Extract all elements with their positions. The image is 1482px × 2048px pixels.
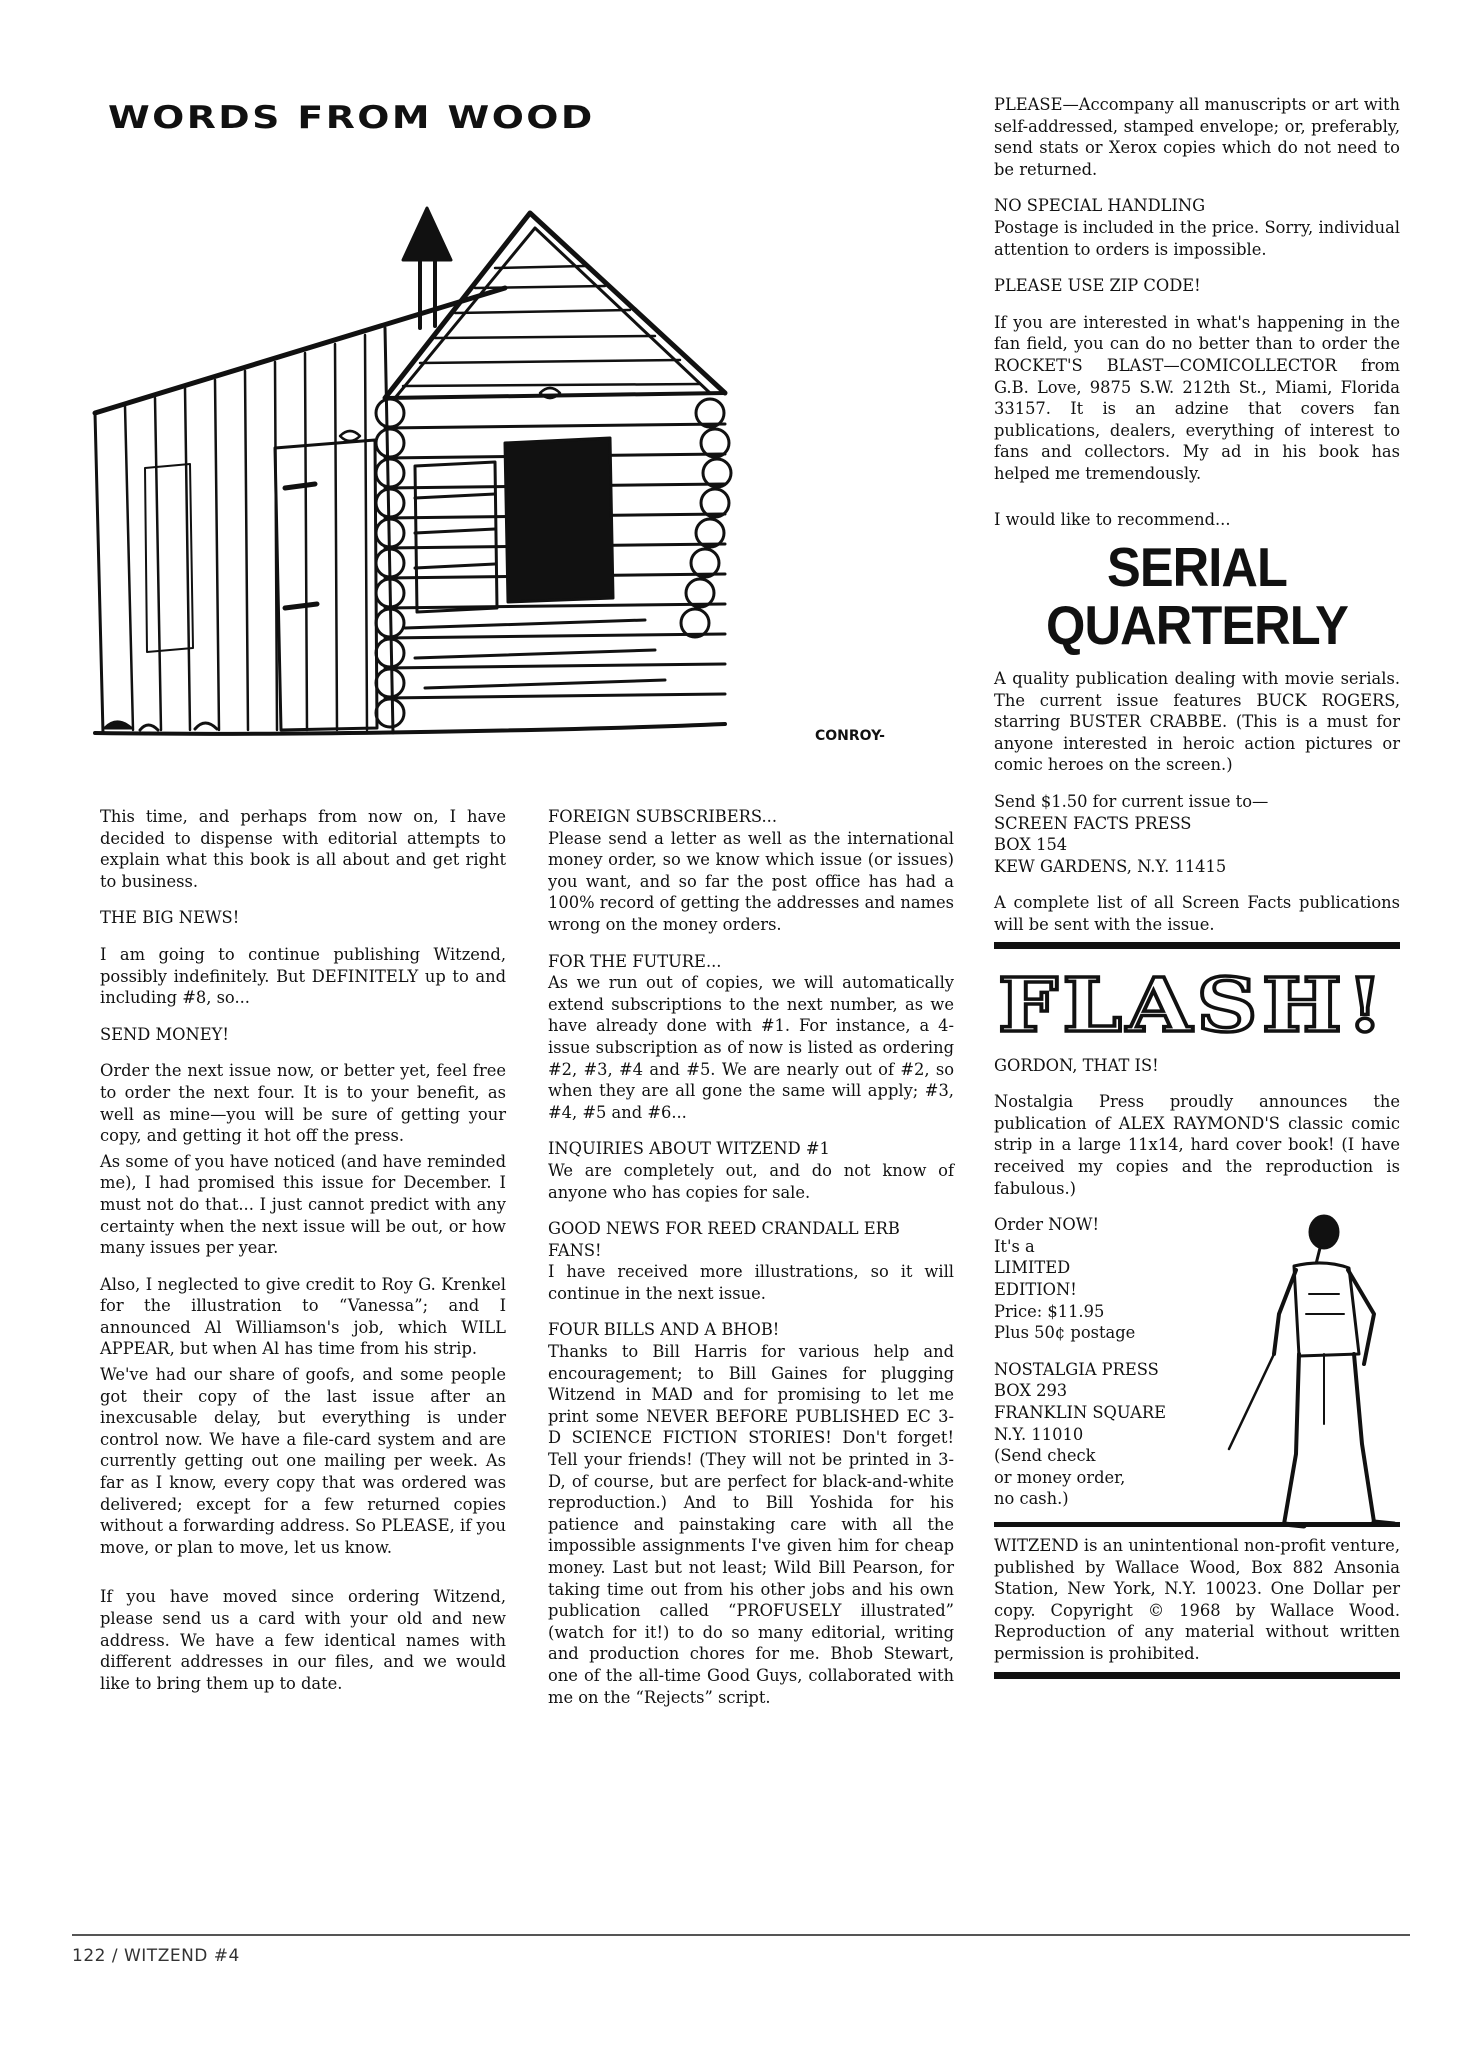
handling-heading: NO SPECIAL HANDLING: [994, 196, 1206, 216]
future-paragraph: As we run out of copies, we will automatically extend subscriptions to the next number, as we have already done with #1. For instance, a 4-issue subscription as of now is listed as ordering #2, #3, #4 and #5. We are nearly out of #2, so when they are all gone the same will apply; #3, #4, #5 and #6...: [548, 973, 954, 1122]
inquiries-heading: INQUIRIES ABOUT WITZEND #1: [548, 1139, 830, 1159]
order-line-2: It's a: [994, 1236, 1035, 1256]
future-heading: FOR THE FUTURE...: [548, 951, 722, 971]
credit-paragraph: Also, I neglected to give credit to Roy G. Krenkel for the illustration to “Vanessa”; and I announced Al Williamson's job, which WILL APPEAR, but when Al has time from his strip.: [100, 1274, 506, 1359]
footer-rule: [72, 1934, 1410, 1936]
bills-heading: FOUR BILLS AND A BHOB!: [548, 1320, 780, 1340]
foreign-heading: FOREIGN SUBSCRIBERS...: [548, 807, 777, 826]
order-line-4: EDITION!: [994, 1279, 1077, 1299]
order-line-1: Order NOW!: [994, 1215, 1100, 1235]
illustration-signature: CONROY-: [815, 728, 885, 744]
recommend-line: I would like to recommend...: [994, 509, 1231, 529]
colophon-text: WITZEND is an unintentional non-profit venture, published by Wallace Wood, Box 882 Ansonia Station, New York, N.Y. 10023. One Dollar per copy. Copyright © 1968 by Wallace Wood. Reproduction of any material without written permission is prohibited.: [994, 1535, 1400, 1663]
please-paragraph: PLEASE—Accompany all manuscripts or art with self-addressed, stamped envelope; or, preferably, send stats or Xerox copies which do not need to be returned.: [994, 95, 1400, 179]
send-line: Send $1.50 for current issue to—: [994, 792, 1269, 812]
send-money-heading: SEND MONEY!: [100, 1024, 229, 1044]
np-line-1: NOSTALGIA PRESS: [994, 1359, 1159, 1379]
handling-paragraph: Postage is included in the price. Sorry, individual attention to orders is impossible.: [994, 217, 1400, 259]
bills-paragraph: Thanks to Bill Harris for various help and encouragement; to Bill Gaines for plugging Witzend in MAD and for promising to let me print some NEVER BEFORE PUBLISHED EC 3-D SCIENCE FICTION STORIES! Don't forget! Tell your friends! (They will not be printed in 3-D, of course, but are perfect for black-and-white reproduction.) And to Bill Yoshida for his patience and painstaking care with all the impossible assignments I've given him for cheap money. Last but not least; Wild Bill Pearson, for taking time out from his other jobs and his own publication called “PROFUSELY illustrated” (watch for it!) to do so many editorial, writing and production chores for me. Bhob Stewart, one of the all-time Good Guys, collaborated with me on the “Rejects” script.: [548, 1342, 954, 1707]
december-paragraph: As some of you have noticed (and have reminded me), I had promised this issue for December. I must not do that... I just cannot predict with any certainty when the next issue will be out, or how many issues per year.: [100, 1151, 506, 1258]
np-line-7: no cash.): [994, 1489, 1069, 1509]
intro-paragraph: This time, and perhaps from now on, I have decided to dispense with editorial attempts to explain what this book is all about and get right to business.: [100, 807, 506, 891]
serial-paragraph: A quality publication dealing with movie serials. The current issue features BUCK ROGERS, starring BUSTER CRABBE. (This is a must for anyone interested in heroic action pictures or comic heroes on the screen.): [994, 669, 1400, 775]
colophon: [994, 1535, 1400, 1665]
column-right: [994, 94, 1400, 1695]
address-line-1: SCREEN FACTS PRESS: [994, 813, 1192, 833]
order-lines: [994, 1214, 1400, 1344]
order-line-3: LIMITED: [994, 1258, 1071, 1278]
np-line-6: or money order,: [994, 1467, 1126, 1487]
address-line-2: BOX 154: [994, 835, 1068, 855]
complete-list-paragraph: A complete list of all Screen Facts publications will be sent with the issue.: [994, 893, 1400, 935]
fan-paragraph: If you are interested in what's happening in the fan field, you can do no better than to order the ROCKET'S BLAST—COMICOLLECTOR from G.B. Love, 9875 S.W. 212th St., Miami, Florida 33157. It is an adzine that covers fan publications, dealers, everything of interest to fans and collectors. My ad in his book has helped me tremendously.: [994, 312, 1400, 483]
big-news-heading: THE BIG NEWS!: [100, 908, 240, 928]
good-news-paragraph: I have received more illustrations, so it will continue in the next issue.: [548, 1262, 954, 1303]
flash-logo: [994, 965, 1400, 1045]
colophon-bottom-rule: [994, 1672, 1400, 1679]
page-title: WORDS FROM WOOD: [108, 100, 595, 136]
serial-title-line2: QUARTERLY: [1046, 594, 1348, 657]
continue-paragraph: I am going to continue publishing Witzend, possibly indefinitely. But DEFINITELY up to and including #8, so...: [100, 944, 506, 1008]
order-paragraph: Order the next issue now, or better yet, feel free to order the next four. It is to your benefit, as well as mine—you will be sure of getting your copy, and getting it hot off the press.: [100, 1061, 506, 1146]
cabin-illustration: [85, 188, 925, 748]
nostalgia-paragraph: Nostalgia Press proudly announces the publication of ALEX RAYMOND'S classic comic strip in a large 11x14, hard cover book! (I have received my copies and the reproduction is fabulous.): [994, 1092, 1400, 1198]
np-line-5: (Send check: [994, 1446, 1096, 1466]
flash-logo-text: FLASH!: [998, 964, 1388, 1045]
foreign-paragraph: Please send a letter as well as the international money order, so we know which issue (or issues) you want, and so far the post office has had a 100% record of getting the addresses and names wrong on the money orders.: [548, 828, 954, 934]
inquiries-paragraph: We are completely out, and do not know of anyone who has copies for sale.: [548, 1160, 954, 1202]
nostalgia-address: [994, 1359, 1400, 1510]
page-footer: 122 / WITZEND #4: [72, 1946, 240, 1966]
column-middle: [548, 806, 954, 1723]
serial-quarterly-title: [1010, 536, 1384, 657]
serial-title-line1: SERIAL: [1106, 536, 1288, 599]
zip-heading: PLEASE USE ZIP CODE!: [994, 276, 1201, 296]
goofs-paragraph: We've had our share of goofs, and some people got their copy of the last issue after an inexcusable delay, but everything is under control now. We have a file-card system and are currently getting out one mailing per week. As far as I know, every copy that was ordered was delivered; except for a few returned copies without a forwarding address. So PLEASE, if you move, or plan to move, let us know.: [100, 1365, 506, 1557]
np-line-4: N.Y. 11010: [994, 1424, 1084, 1444]
screen-facts-address: [994, 791, 1400, 877]
address-line-3: KEW GARDENS, N.Y. 11415: [994, 856, 1227, 876]
column-left: [100, 806, 506, 1709]
moved-paragraph: If you have moved since ordering Witzend, please send us a card with your old and new address. We have a few identical names with different addresses in our files, and we would like to bring them up to date.: [100, 1587, 506, 1693]
np-line-2: BOX 293: [994, 1381, 1068, 1401]
divider-rule: [994, 942, 1400, 949]
order-block: [994, 1214, 1400, 1510]
np-line-3: FRANKLIN SQUARE: [994, 1402, 1167, 1422]
good-news-heading: GOOD NEWS FOR REED CRANDALL ERB FANS!: [548, 1219, 900, 1260]
order-line-6: Plus 50¢ postage: [994, 1323, 1136, 1343]
gordon-line: GORDON, THAT IS!: [994, 1055, 1159, 1075]
order-line-5: Price: $11.95: [994, 1301, 1105, 1321]
